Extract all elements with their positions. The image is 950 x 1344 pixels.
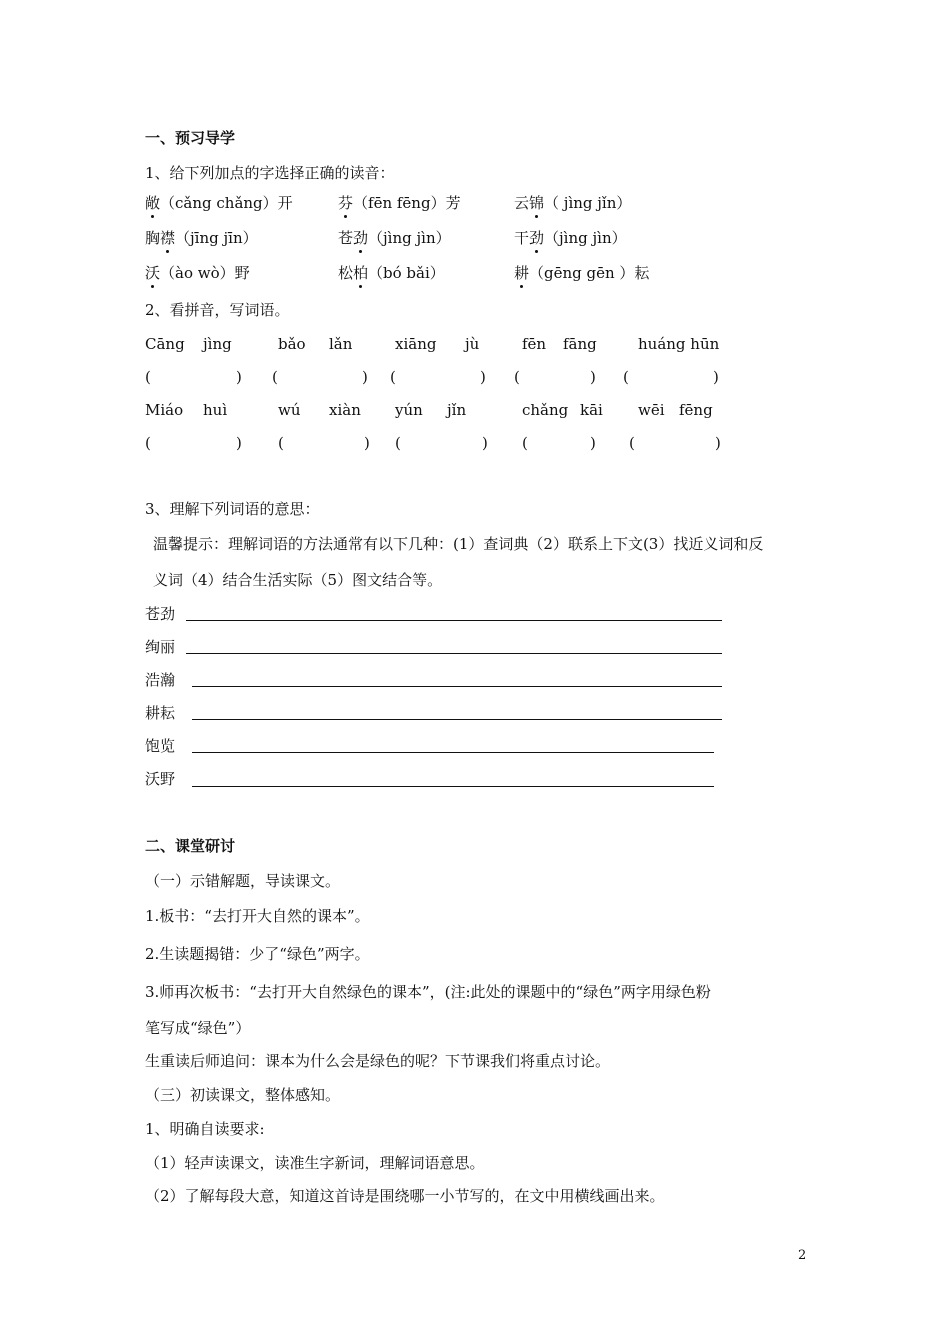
body-line: （2）了解每段大意，知道这首诗是围绕哪一小节写的，在文中用横线画出来。 [145,1187,665,1205]
vocab-word: 绚丽 [145,638,176,656]
body-line: 1.板书：“去打开大自然的课本”。 [145,907,370,925]
paren-close: ) [715,434,721,452]
pinyin-syllable: jǐn [447,401,467,419]
answer-line[interactable] [192,686,722,687]
dotted-char: 劲 [353,229,369,247]
paren-open: ( [395,434,401,452]
pinyin-syllable: fāng [563,335,597,353]
pronunciation-item: 云锦（ jìng jǐn） [514,194,632,212]
pinyin-syllable: huáng hūn [638,335,720,353]
question-2-title: 2、看拼音，写词语。 [145,301,290,319]
tip-text: 义词（4）结合生活实际（5）图文结合等。 [153,571,443,589]
paren-close: ) [236,434,242,452]
pronunciation-item: 干劲（jìng jìn） [514,229,627,247]
body-line: （1）轻声读课文，读准生字新词，理解词语意思。 [145,1154,485,1172]
dotted-char: 劲 [529,229,545,247]
pinyin-syllable: chǎng [522,401,569,419]
pinyin-syllable: xiàn [329,401,361,419]
paren-close: ) [590,368,596,386]
answer-line[interactable] [186,620,722,621]
paren-open: ( [278,434,284,452]
paren-open: ( [522,434,528,452]
body-line: 笔写成“绿色”） [145,1019,251,1037]
dotted-char: 沃 [145,264,161,282]
body-line: （三）初读课文，整体感知。 [145,1086,341,1104]
body-line: 2.生读题揭错：少了“绿色”两字。 [145,945,370,963]
vocab-word: 耕耘 [145,704,176,722]
paren-open: ( [272,368,278,386]
paren-close: ) [713,368,719,386]
paren-open: ( [514,368,520,386]
pronunciation-item: 敞（cǎng chǎng）开 [145,194,293,212]
pinyin-syllable: huì [203,401,228,419]
question-1-title: 1、给下列加点的字选择正确的读音： [145,164,395,182]
pronunciation-item: 芬（fēn fēng）芳 [338,194,461,212]
pinyin-syllable: fēng [679,401,713,419]
pinyin-syllable: yún [395,401,423,419]
page-number: 2 [798,1248,807,1263]
answer-line[interactable] [186,653,722,654]
section-heading-preview: 一、预习导学 [145,129,236,147]
dotted-char: 耕 [514,264,530,282]
dotted-char: 柏 [353,264,369,282]
dotted-char: 襟 [160,229,176,247]
answer-line[interactable] [192,752,714,753]
pronunciation-item: 沃（ào wò）野 [145,264,250,282]
vocab-word: 苍劲 [145,605,176,623]
answer-line[interactable] [192,786,714,787]
paren-open: ( [145,434,151,452]
paren-open: ( [145,368,151,386]
body-line: 1、明确自读要求: [145,1120,265,1138]
pinyin-syllable: lǎn [329,335,353,353]
pronunciation-item: 苍劲（jìng jìn） [338,229,451,247]
pronunciation-item: 胸襟（jīng jīn） [145,229,258,247]
paren-open: ( [623,368,629,386]
pinyin-syllable: jìng [203,335,232,353]
paren-close: ) [590,434,596,452]
body-line: 3.师再次板书：“去打开大自然绿色的课本”，(注:此处的课题中的“绿色”两字用绿色粉 [145,983,711,1001]
pinyin-syllable: jù [465,335,480,353]
question-3-title: 3、理解下列词语的意思： [145,500,320,518]
dotted-char: 芬 [338,194,354,212]
body-line: 生重读后师追问：课本为什么会是绿色的呢？下节课我们将重点讨论。 [145,1052,611,1070]
vocab-word: 浩瀚 [145,671,176,689]
pinyin-syllable: fēn [522,335,547,353]
pinyin-syllable: Miáo [145,401,184,419]
dotted-char: 锦 [529,194,545,212]
paren-close: ) [482,434,488,452]
vocab-word: 饱览 [145,737,176,755]
body-line: （一）示错解题，导读课文。 [145,872,341,890]
pinyin-syllable: wēi [638,401,665,419]
pronunciation-item: 耕（gēng gēn ）耘 [514,264,650,282]
answer-line[interactable] [192,719,722,720]
pronunciation-item: 松柏（bó bǎi） [338,264,445,282]
pinyin-syllable: kāi [580,401,603,419]
paren-close: ) [364,434,370,452]
paren-close: ) [480,368,486,386]
pinyin-syllable: Cāng [145,335,185,353]
dotted-char: 敞 [145,194,161,212]
vocab-word: 沃野 [145,770,176,788]
paren-open: ( [629,434,635,452]
paren-open: ( [390,368,396,386]
pinyin-syllable: wú [278,401,301,419]
paren-close: ) [362,368,368,386]
pinyin-syllable: xiāng [395,335,437,353]
section-heading-discussion: 二、课堂研讨 [145,837,236,855]
pinyin-syllable: bǎo [278,335,306,353]
paren-close: ) [236,368,242,386]
tip-text: 温馨提示：理解词语的方法通常有以下几种：(1）查词典（2）联系上下文(3）找近义词和反 [153,535,764,553]
